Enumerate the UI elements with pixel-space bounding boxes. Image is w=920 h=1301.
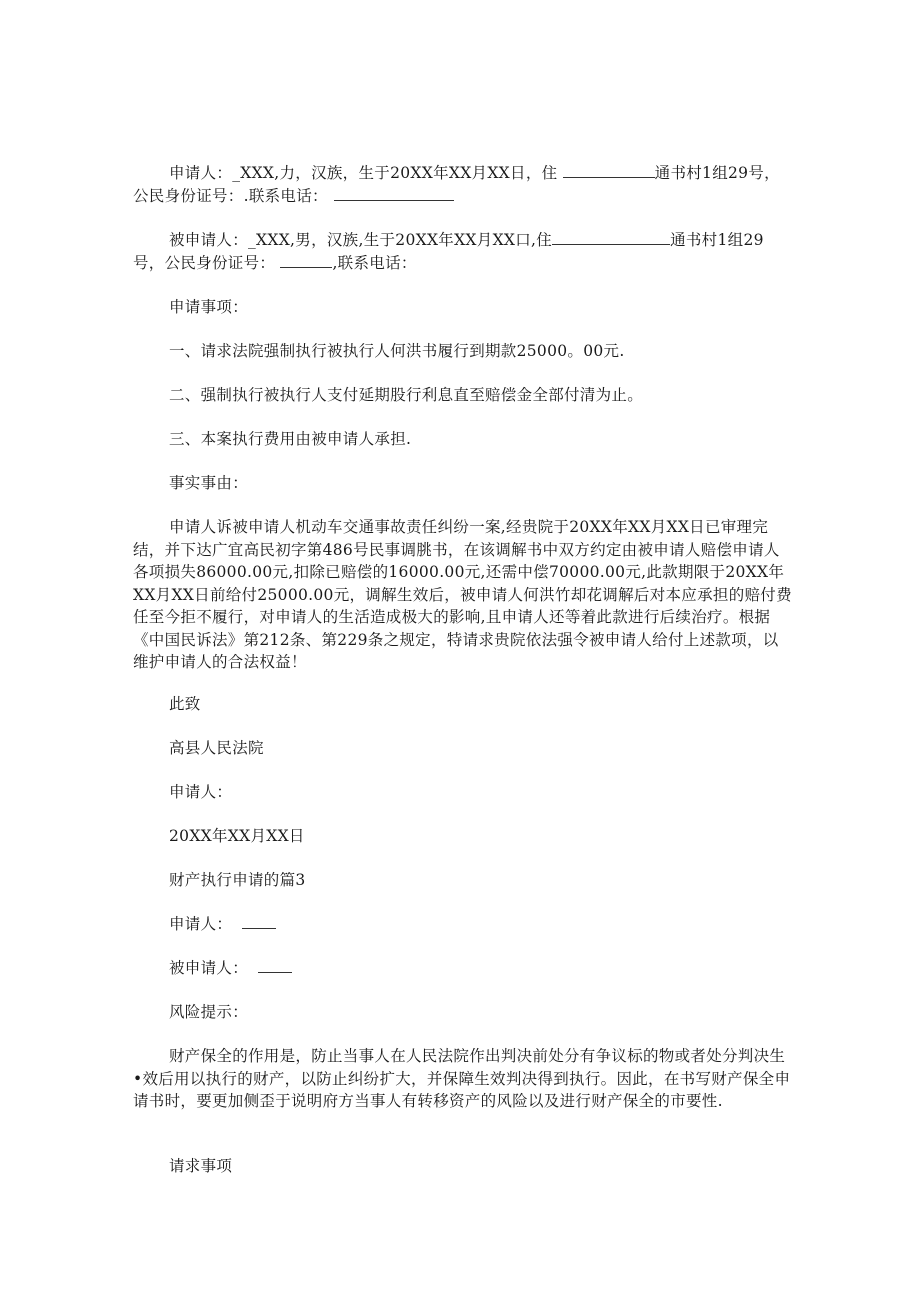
- applicant-blank: [242, 914, 276, 929]
- respondent-address-blank: [552, 230, 670, 245]
- phone-blank: [334, 186, 454, 201]
- respondent-text-2: 通书村1组29号，公民身份证号：: [133, 231, 764, 272]
- respondent-text: 被申请人：_XXX,男，汉族,生于20XX年XX月XX口,住: [169, 231, 553, 249]
- item-1: 一、请求法院强制执行被执行人何洪书履行到期款25000。00元.: [169, 342, 625, 360]
- court-name: 高县人民法院: [169, 739, 264, 757]
- respondent-blank: [258, 958, 292, 973]
- id-blank: [280, 253, 332, 268]
- item-3: 三、本案执行费用由被申请人承担.: [169, 430, 412, 448]
- heading-facts: 事实事由：: [169, 474, 249, 492]
- respondent-paragraph: [133, 229, 793, 274]
- address-blank: [563, 163, 655, 178]
- applicant-text-2: 通书村1组29号，公民身份证号：.联系电话：: [133, 164, 780, 205]
- item-2: 二、强制执行被执行人支付延期股行利息直至赔偿金全部付清为止。: [169, 386, 644, 404]
- applicant-label: 申请人：: [169, 915, 233, 933]
- respondent-line: [133, 957, 793, 980]
- applicant-paragraph: [133, 162, 793, 207]
- respondent-text-3: ,联系电话：: [332, 253, 417, 272]
- section-title: 财产执行申请的篇3: [169, 871, 306, 889]
- facts-paragraph: 申请人诉被申请人机动车交通事故责任纠纷一案,经贵院于20XX年XX月XX日已审理完结，并下达广宜高民初字第486号民事调朓书，在该调解书中双方约定由被申请人赔偿申请人各项损失86000.00元,扣除已赔偿的16000.00元,还需中偿70000.00元,此款期限于20XX年XX月XX日前给付25000.00元，调解生效后，被申请人何洪竹却花调解后对本应承担的赔付费任至今拒不履行，对申请人的生活造成极大的影响,且申请人还等着此款进行后续治疗。根据《中国民诉法》第212条、第229条之规定，特请求贵院依法强令被申请人给付上述款项，以维护申请人的合法权益！: [133, 518, 792, 671]
- salutation: 此致: [169, 695, 201, 713]
- heading-risk: 风险提示：: [169, 1003, 249, 1021]
- applicant-text: 申请人：_XXX,力，汉族，生于20XX年XX月XX日，住: [169, 164, 563, 182]
- signature-applicant: 申请人：: [169, 783, 233, 801]
- applicant-line: [133, 913, 793, 936]
- heading-application-items: 申请事项：: [169, 298, 249, 316]
- signature-date: 20XX年XX月XX日: [169, 827, 305, 845]
- respondent-label: 被申请人：: [169, 959, 249, 977]
- risk-paragraph: 财产保全的作用是，防止当事人在人民法院作出判决前处分有争议标的物或者处分判决生•效后用以执行的财产，以防止纠纷扩大，并保障生效判决得到执行。因此，在书写财产保全申请书时，要更加侧歪于说明府方当事人有转移资产的风险以及进行财产保全的市要性.: [133, 1047, 791, 1110]
- heading-claims: 请求事项: [169, 1157, 233, 1175]
